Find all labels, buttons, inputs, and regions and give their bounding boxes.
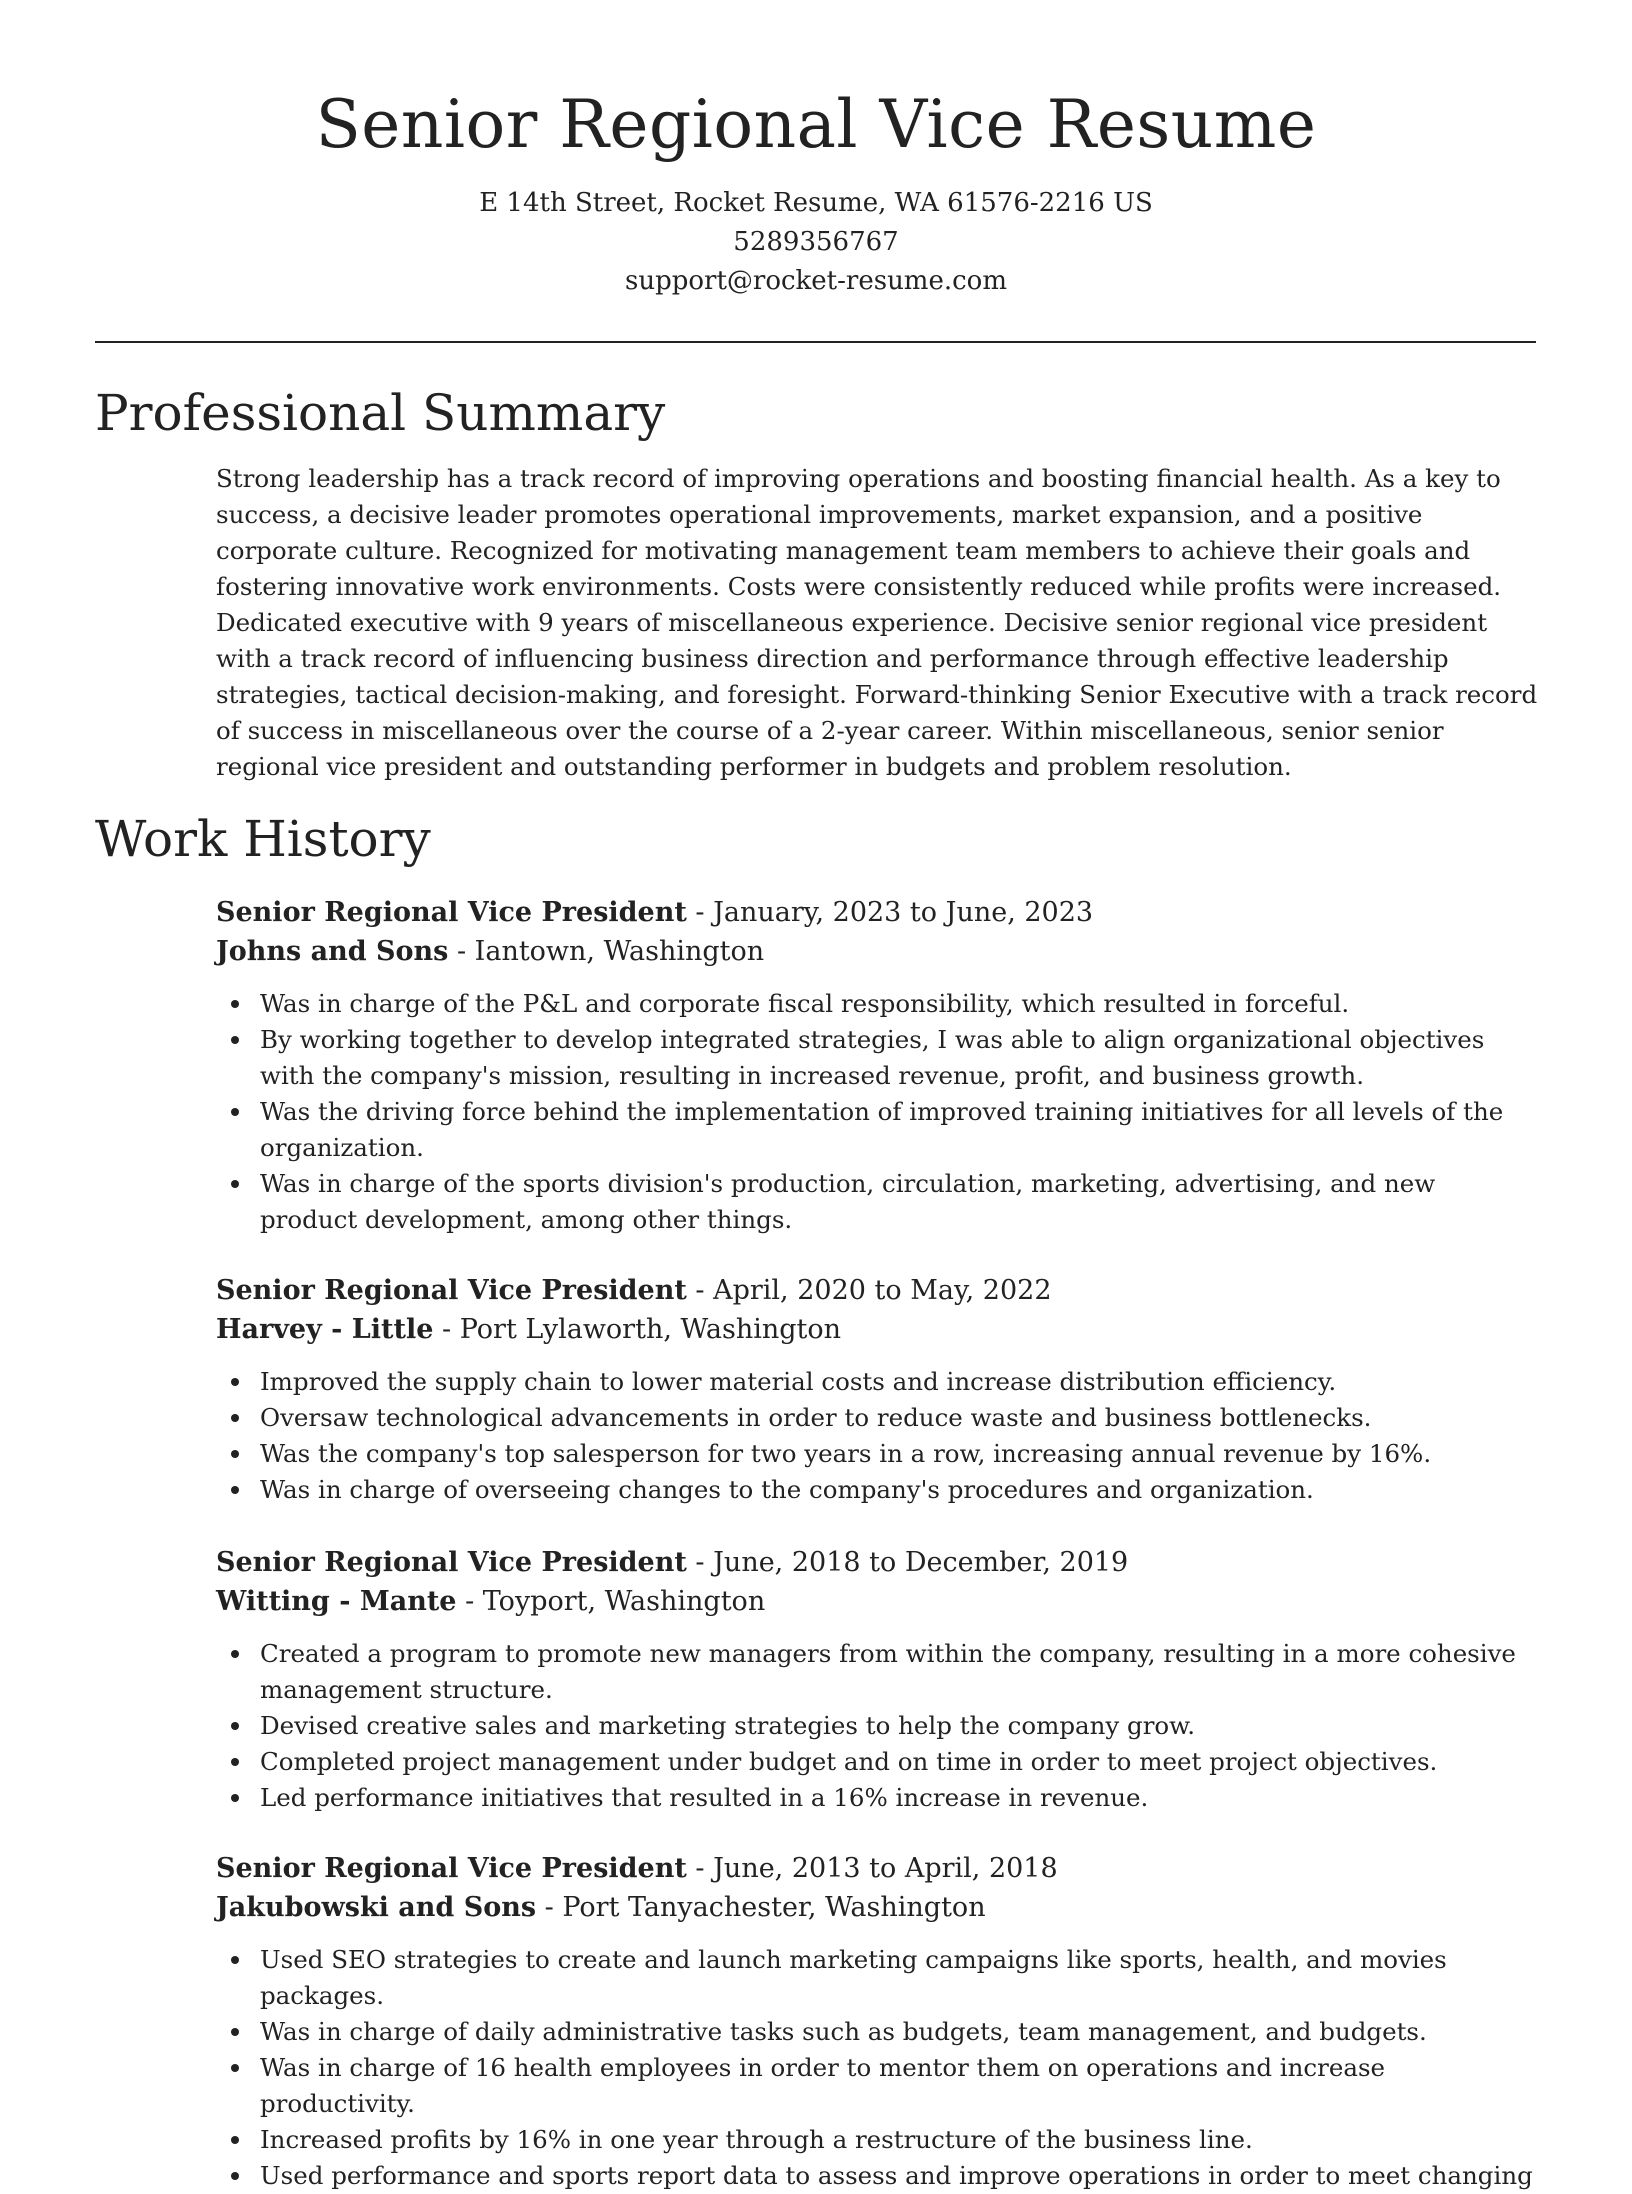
bullet-icon: [231, 2136, 239, 2144]
job-bullets: [216, 986, 1540, 1238]
job-location: - Port Tanyachester, Washington: [536, 1892, 986, 1923]
resume-header: [0, 82, 1632, 301]
list-item: [260, 1022, 1540, 1094]
bullet-text: Was the driving force behind the implementation of improved training initiatives for all levels of the organization.: [260, 1097, 1504, 1162]
job-location: - Port Lylaworth, Washington: [433, 1314, 842, 1345]
resume-title: Senior Regional Vice Resume: [315, 86, 1317, 163]
bullet-text: Was in charge of 16 health employees in order to mentor them on operations and increase productivity.: [260, 2053, 1386, 2118]
contact-address: E 14th Street, Rocket Resume, WA 61576-2216 US: [479, 188, 1153, 218]
list-item: [260, 2014, 1540, 2050]
bullet-icon: [231, 1108, 239, 1116]
bullet-text: Was in charge of the P&L and corporate fiscal responsibility, which resulted in forceful.: [260, 989, 1350, 1018]
job-company-line: [216, 932, 1540, 971]
job-entry: [216, 1849, 1540, 2194]
job-title: Senior Regional Vice President: [216, 1547, 687, 1578]
bullet-text: Used SEO strategies to create and launch marketing campaigns like sports, health, and movies packages.: [260, 1945, 1447, 2010]
work-history-heading: Work History: [95, 810, 431, 868]
job-title-line: [216, 1543, 1540, 1582]
bullet-text: Increased profits by 16% in one year through a restructure of the business line.: [260, 2125, 1253, 2154]
list-item: [260, 986, 1540, 1022]
list-item: [260, 1636, 1540, 1708]
bullet-icon: [231, 1794, 239, 1802]
bullet-icon: [231, 2028, 239, 2036]
job-entry: [216, 1271, 1540, 1508]
bullet-text: Was the company's top salesperson for two years in a row, increasing annual revenue by 16%.: [260, 1439, 1432, 1468]
bullet-icon: [231, 1722, 239, 1730]
bullet-text: Used performance and sports report data to assess and improve operations in order to meet changing: [260, 2161, 1533, 2190]
header-divider: [95, 341, 1536, 343]
job-company-line: [216, 1888, 1540, 1927]
job-dates: - January, 2023 to June, 2023: [686, 897, 1094, 928]
bullet-text: By working together to develop integrated strategies, I was able to align organizational objectives with the company's mission, resulting in increased revenue, profit, and business growth.: [260, 1025, 1485, 1090]
list-item: [260, 1094, 1540, 1166]
job-dates: - June, 2013 to April, 2018: [686, 1853, 1058, 1884]
job-company: Harvey - Little: [216, 1314, 434, 1345]
bullet-text: Was in charge of daily administrative tasks such as budgets, team management, and budgets.: [260, 2017, 1427, 2046]
job-entry: [216, 1543, 1540, 1816]
job-company-line: [216, 1582, 1540, 1621]
bullet-icon: [231, 1036, 239, 1044]
list-item: [260, 2122, 1540, 2158]
bullet-icon: [231, 1486, 239, 1494]
list-item: [260, 1436, 1540, 1472]
job-location: - Toyport, Washington: [456, 1586, 766, 1617]
job-dates: - June, 2018 to December, 2019: [686, 1547, 1129, 1578]
bullet-icon: [231, 2064, 239, 2072]
job-title-line: [216, 1849, 1540, 1888]
list-item: [260, 1472, 1540, 1508]
list-item: [260, 1364, 1540, 1400]
job-location: - Iantown, Washington: [448, 936, 765, 967]
list-item: [260, 1400, 1540, 1436]
list-item: [260, 2050, 1540, 2122]
bullet-text: Led performance initiatives that resulted in a 16% increase in revenue.: [260, 1783, 1149, 1812]
job-title-line: [216, 1271, 1540, 1310]
job-title: Senior Regional Vice President: [216, 1853, 687, 1884]
job-company-line: [216, 1310, 1540, 1349]
job-company: Johns and Sons: [216, 936, 449, 967]
list-item: [260, 2158, 1540, 2194]
job-company: Jakubowski and Sons: [216, 1892, 537, 1923]
list-item: [260, 1942, 1540, 2014]
bullet-icon: [231, 1180, 239, 1188]
bullet-icon: [231, 1000, 239, 1008]
bullet-icon: [231, 2172, 239, 2180]
summary-text: Strong leadership has a track record of improving operations and boosting financial health. As a key to success, a decisive leader promotes operational improvements, market expansion, and a positive corporate culture. Recognized for motivating management team members to achieve their goals and fostering innovative work environments. Costs were consistently reduced while profits were increased. Dedicated executive with 9 years of miscellaneous experience. Decisive senior regional vice president with a track record of influencing business direction and performance through effective leadership strategies, tactical decision-making, and foresight. Forward-thinking Senior Executive with a track record of success in miscellaneous over the course of a 2-year career. Within miscellaneous, senior senior regional vice president and outstanding performer in budgets and problem resolution.: [216, 464, 1538, 781]
job-bullets: [216, 1364, 1540, 1508]
bullet-text: Was in charge of overseeing changes to the company's procedures and organization.: [260, 1475, 1314, 1504]
list-item: [260, 1780, 1540, 1816]
job-title: Senior Regional Vice President: [216, 1275, 687, 1306]
bullet-text: Oversaw technological advancements in order to reduce waste and business bottlenecks.: [260, 1403, 1372, 1432]
summary-heading: Professional Summary: [95, 384, 666, 442]
bullet-icon: [231, 1378, 239, 1386]
bullet-icon: [231, 1956, 239, 1964]
list-item: [260, 1166, 1540, 1238]
job-title: Senior Regional Vice President: [216, 897, 687, 928]
job-title-line: [216, 893, 1540, 932]
bullet-text: Was in charge of the sports division's production, circulation, marketing, advertising, and new product development, among other things.: [260, 1169, 1436, 1234]
contact-phone: 5289356767: [733, 227, 899, 257]
bullet-icon: [231, 1450, 239, 1458]
bullet-icon: [231, 1758, 239, 1766]
job-entry: [216, 893, 1540, 1238]
bullet-text: Created a program to promote new managers from within the company, resulting in a more cohesive management structure.: [260, 1639, 1516, 1704]
list-item: [260, 1744, 1540, 1780]
job-company: Witting - Mante: [216, 1586, 457, 1617]
bullet-icon: [231, 1650, 239, 1658]
contact-email: support@rocket-resume.com: [624, 266, 1007, 296]
list-item: [260, 1708, 1540, 1744]
bullet-text: Devised creative sales and marketing strategies to help the company grow.: [260, 1711, 1196, 1740]
bullet-text: Completed project management under budget and on time in order to meet project objectives.: [260, 1747, 1438, 1776]
bullet-text: Improved the supply chain to lower material costs and increase distribution efficiency.: [260, 1367, 1337, 1396]
job-bullets: [216, 1942, 1540, 2194]
job-dates: - April, 2020 to May, 2022: [686, 1275, 1052, 1306]
bullet-icon: [231, 1414, 239, 1422]
job-bullets: [216, 1636, 1540, 1816]
